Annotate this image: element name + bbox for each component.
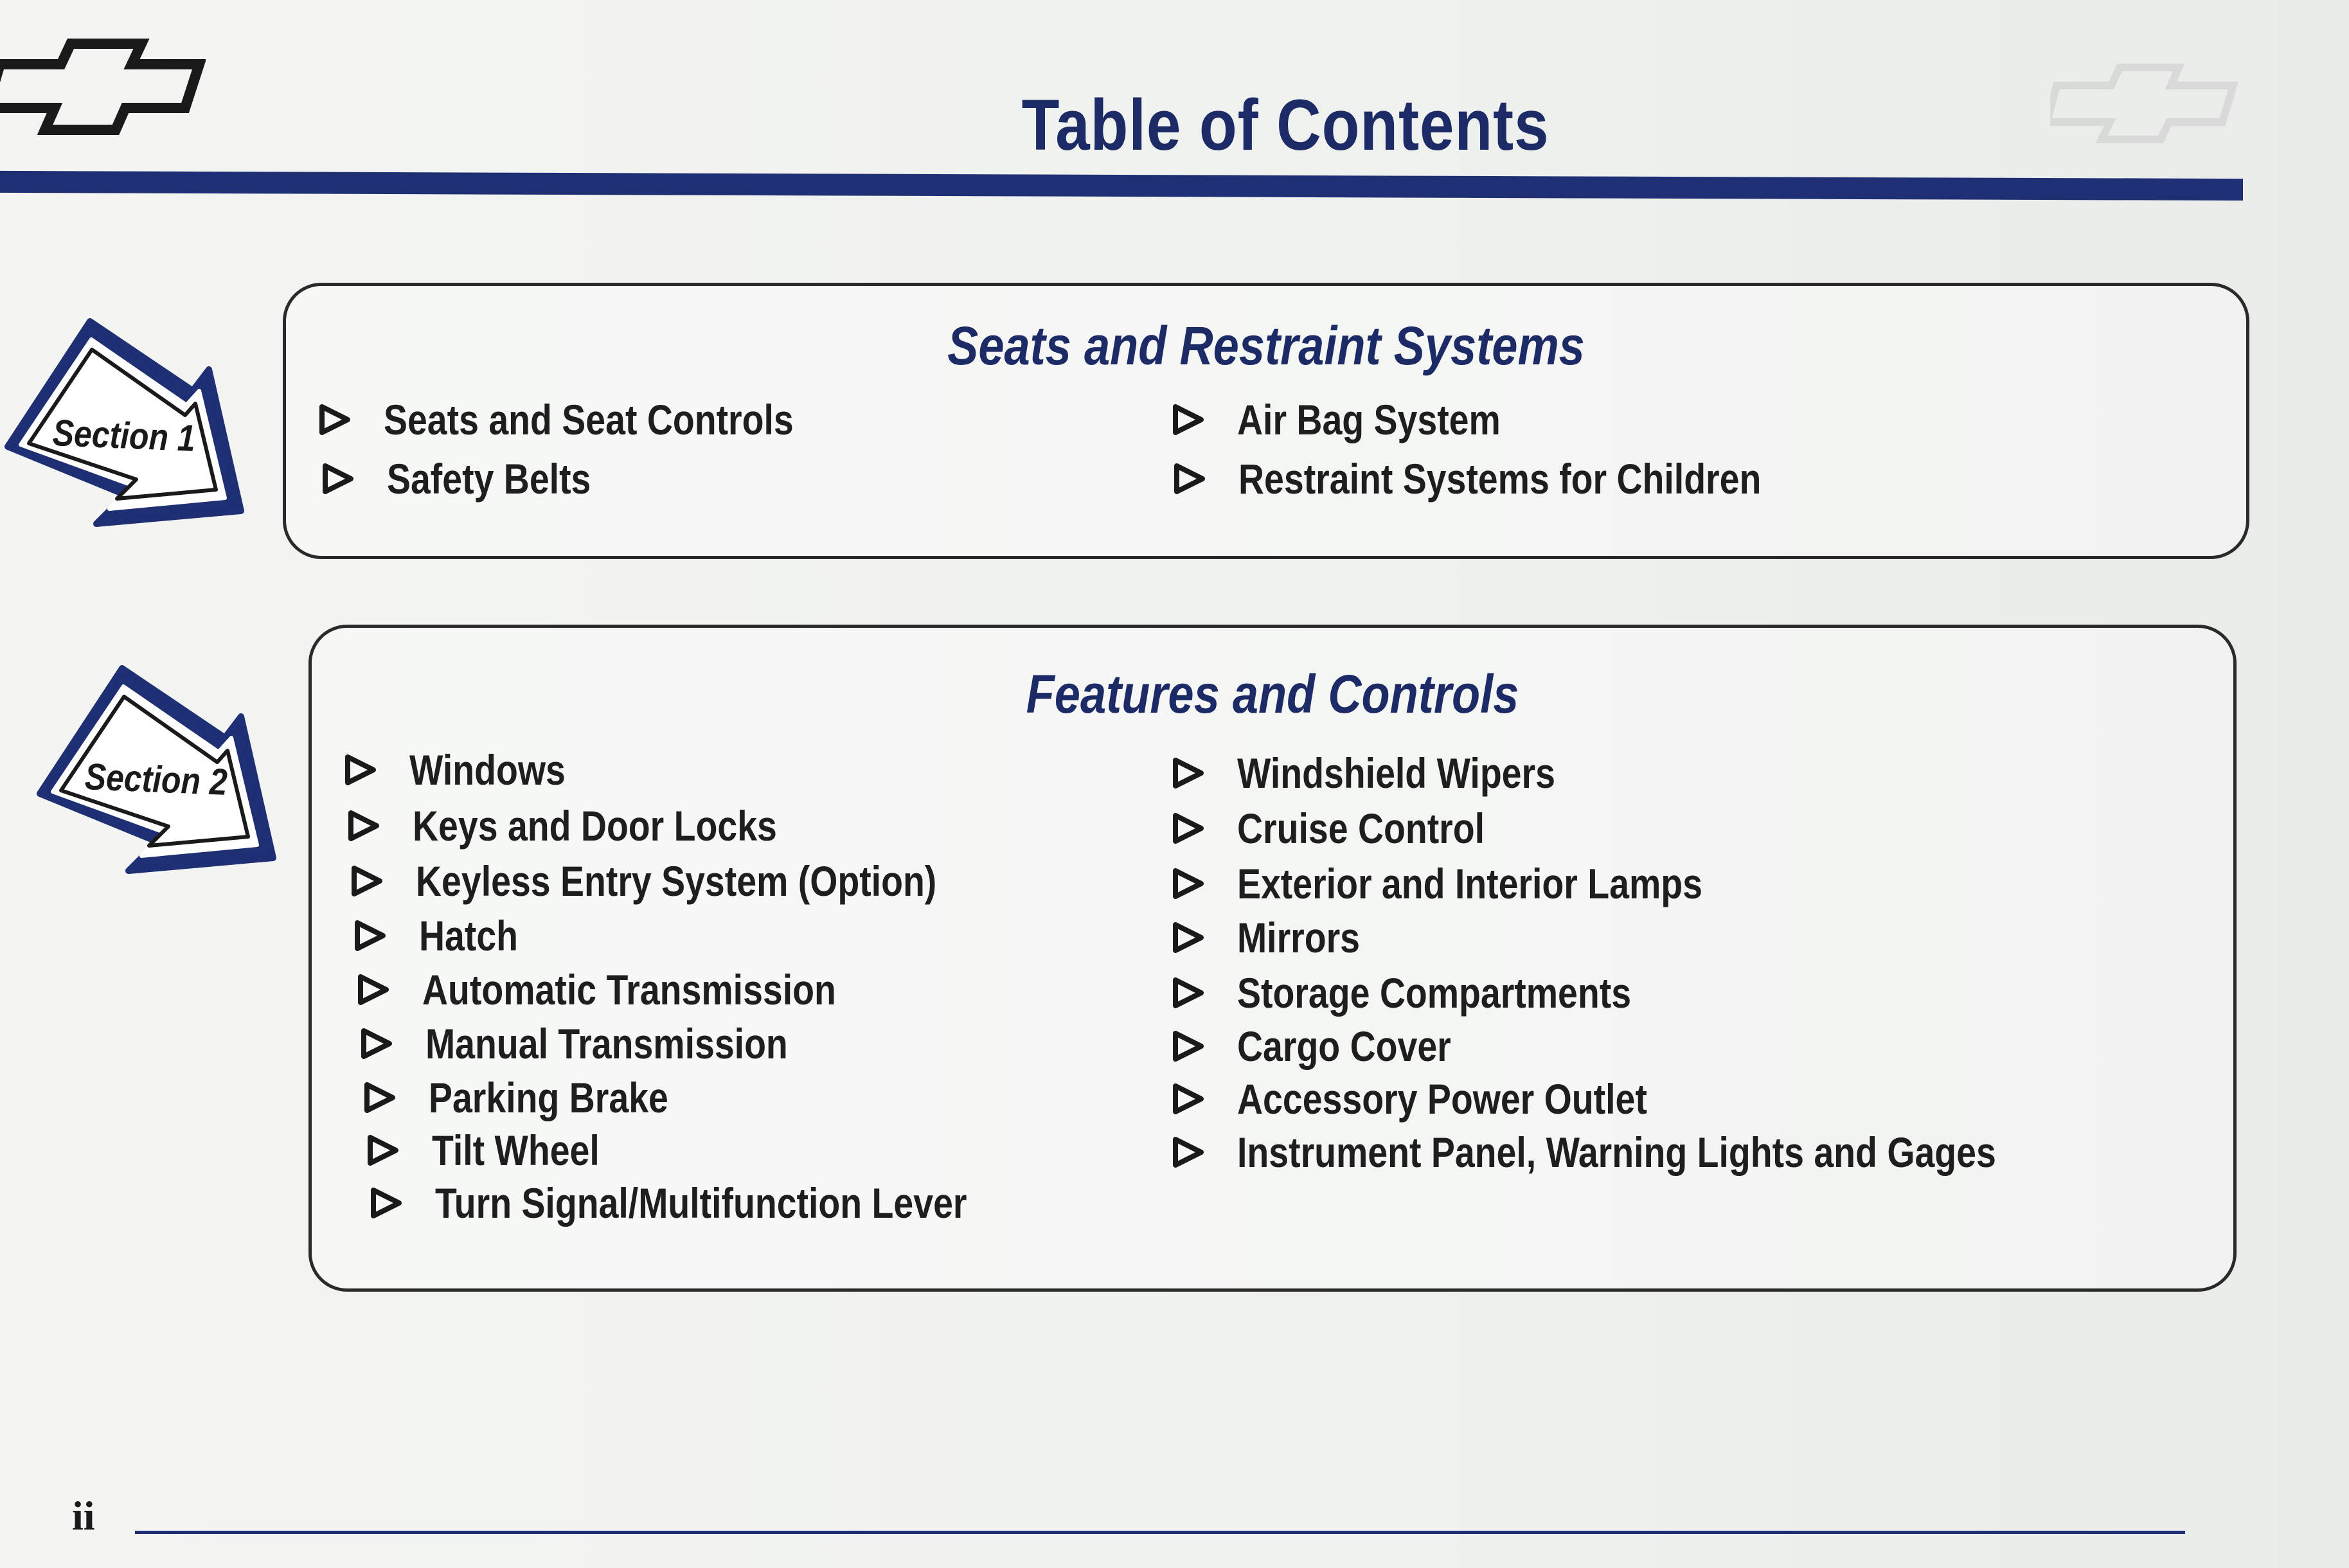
section-1-title: Seats and Restraint Systems: [947, 316, 1585, 376]
section-1-badge: [0, 302, 270, 559]
triangle-bullet-icon: [366, 1134, 400, 1167]
toc-item[interactable]: Turn Signal/Multifunction Lever: [370, 1179, 1068, 1227]
triangle-bullet-icon: [350, 864, 384, 898]
toc-item[interactable]: Mirrors: [1172, 913, 1383, 962]
toc-item[interactable]: Cruise Control: [1172, 804, 1532, 853]
toc-item[interactable]: Manual Transmission: [360, 1019, 857, 1068]
section-2-title: Features and Controls: [1026, 664, 1519, 724]
section-2-badge: [32, 649, 302, 906]
toc-item[interactable]: Accessory Power Outlet: [1172, 1074, 1725, 1123]
triangle-bullet-icon: [353, 919, 387, 952]
toc-item[interactable]: Keys and Door Locks: [347, 801, 846, 850]
toc-item[interactable]: Cargo Cover: [1172, 1022, 1492, 1071]
section-badge-word: Section: [84, 756, 202, 803]
toc-item[interactable]: Tilt Wheel: [366, 1126, 631, 1175]
triangle-bullet-icon: [363, 1081, 397, 1114]
triangle-bullet-icon: [1172, 976, 1205, 1010]
triangle-bullet-icon: [1172, 756, 1205, 790]
triangle-bullet-icon: [1172, 867, 1205, 900]
triangle-bullet-icon: [1173, 462, 1206, 495]
bowtie-logo-icon: [0, 39, 206, 135]
footer-rule: [135, 1531, 2185, 1534]
toc-item[interactable]: Keyless Entry System (Option): [350, 857, 1036, 905]
triangle-bullet-icon: [1172, 1136, 1205, 1169]
bowtie-logo-icon: [2050, 61, 2243, 145]
triangle-bullet-icon: [360, 1027, 393, 1060]
toc-item[interactable]: Windows: [344, 745, 595, 794]
toc-item[interactable]: Seats and Seat Controls: [318, 395, 871, 444]
triangle-bullet-icon: [357, 973, 390, 1006]
triangle-bullet-icon: [1172, 403, 1205, 436]
section-badge-word: Section: [52, 412, 170, 459]
section-badge-number: 1: [176, 416, 196, 459]
toc-item[interactable]: Storage Compartments: [1172, 968, 1706, 1017]
toc-item[interactable]: Air Bag System: [1172, 395, 1551, 444]
toc-item[interactable]: Hatch: [353, 911, 537, 960]
toc-item[interactable]: Windshield Wipers: [1172, 749, 1616, 797]
triangle-bullet-icon: [1172, 1029, 1205, 1063]
toc-item[interactable]: Instrument Panel, Warning Lights and Gages: [1172, 1128, 2141, 1177]
toc-item[interactable]: Parking Brake: [363, 1073, 714, 1122]
triangle-bullet-icon: [347, 809, 380, 842]
triangle-bullet-icon: [1172, 812, 1205, 845]
section-1-box: [283, 283, 2249, 559]
triangle-bullet-icon: [321, 462, 355, 495]
triangle-bullet-icon: [344, 753, 377, 787]
toc-item[interactable]: Automatic Transmission: [357, 965, 915, 1014]
section-badge-number: 2: [208, 760, 228, 803]
triangle-bullet-icon: [1172, 921, 1205, 954]
section-2-box: [308, 625, 2237, 1292]
triangle-bullet-icon: [318, 403, 352, 436]
triangle-bullet-icon: [1172, 1082, 1205, 1116]
triangle-bullet-icon: [370, 1186, 403, 1220]
toc-item[interactable]: Exterior and Interior Lamps: [1172, 859, 1791, 908]
toc-item[interactable]: Restraint Systems for Children: [1173, 454, 1861, 503]
page-title: Table of Contents: [1021, 85, 1550, 165]
page-number: ii: [72, 1493, 95, 1538]
toc-item[interactable]: Safety Belts: [321, 454, 630, 503]
